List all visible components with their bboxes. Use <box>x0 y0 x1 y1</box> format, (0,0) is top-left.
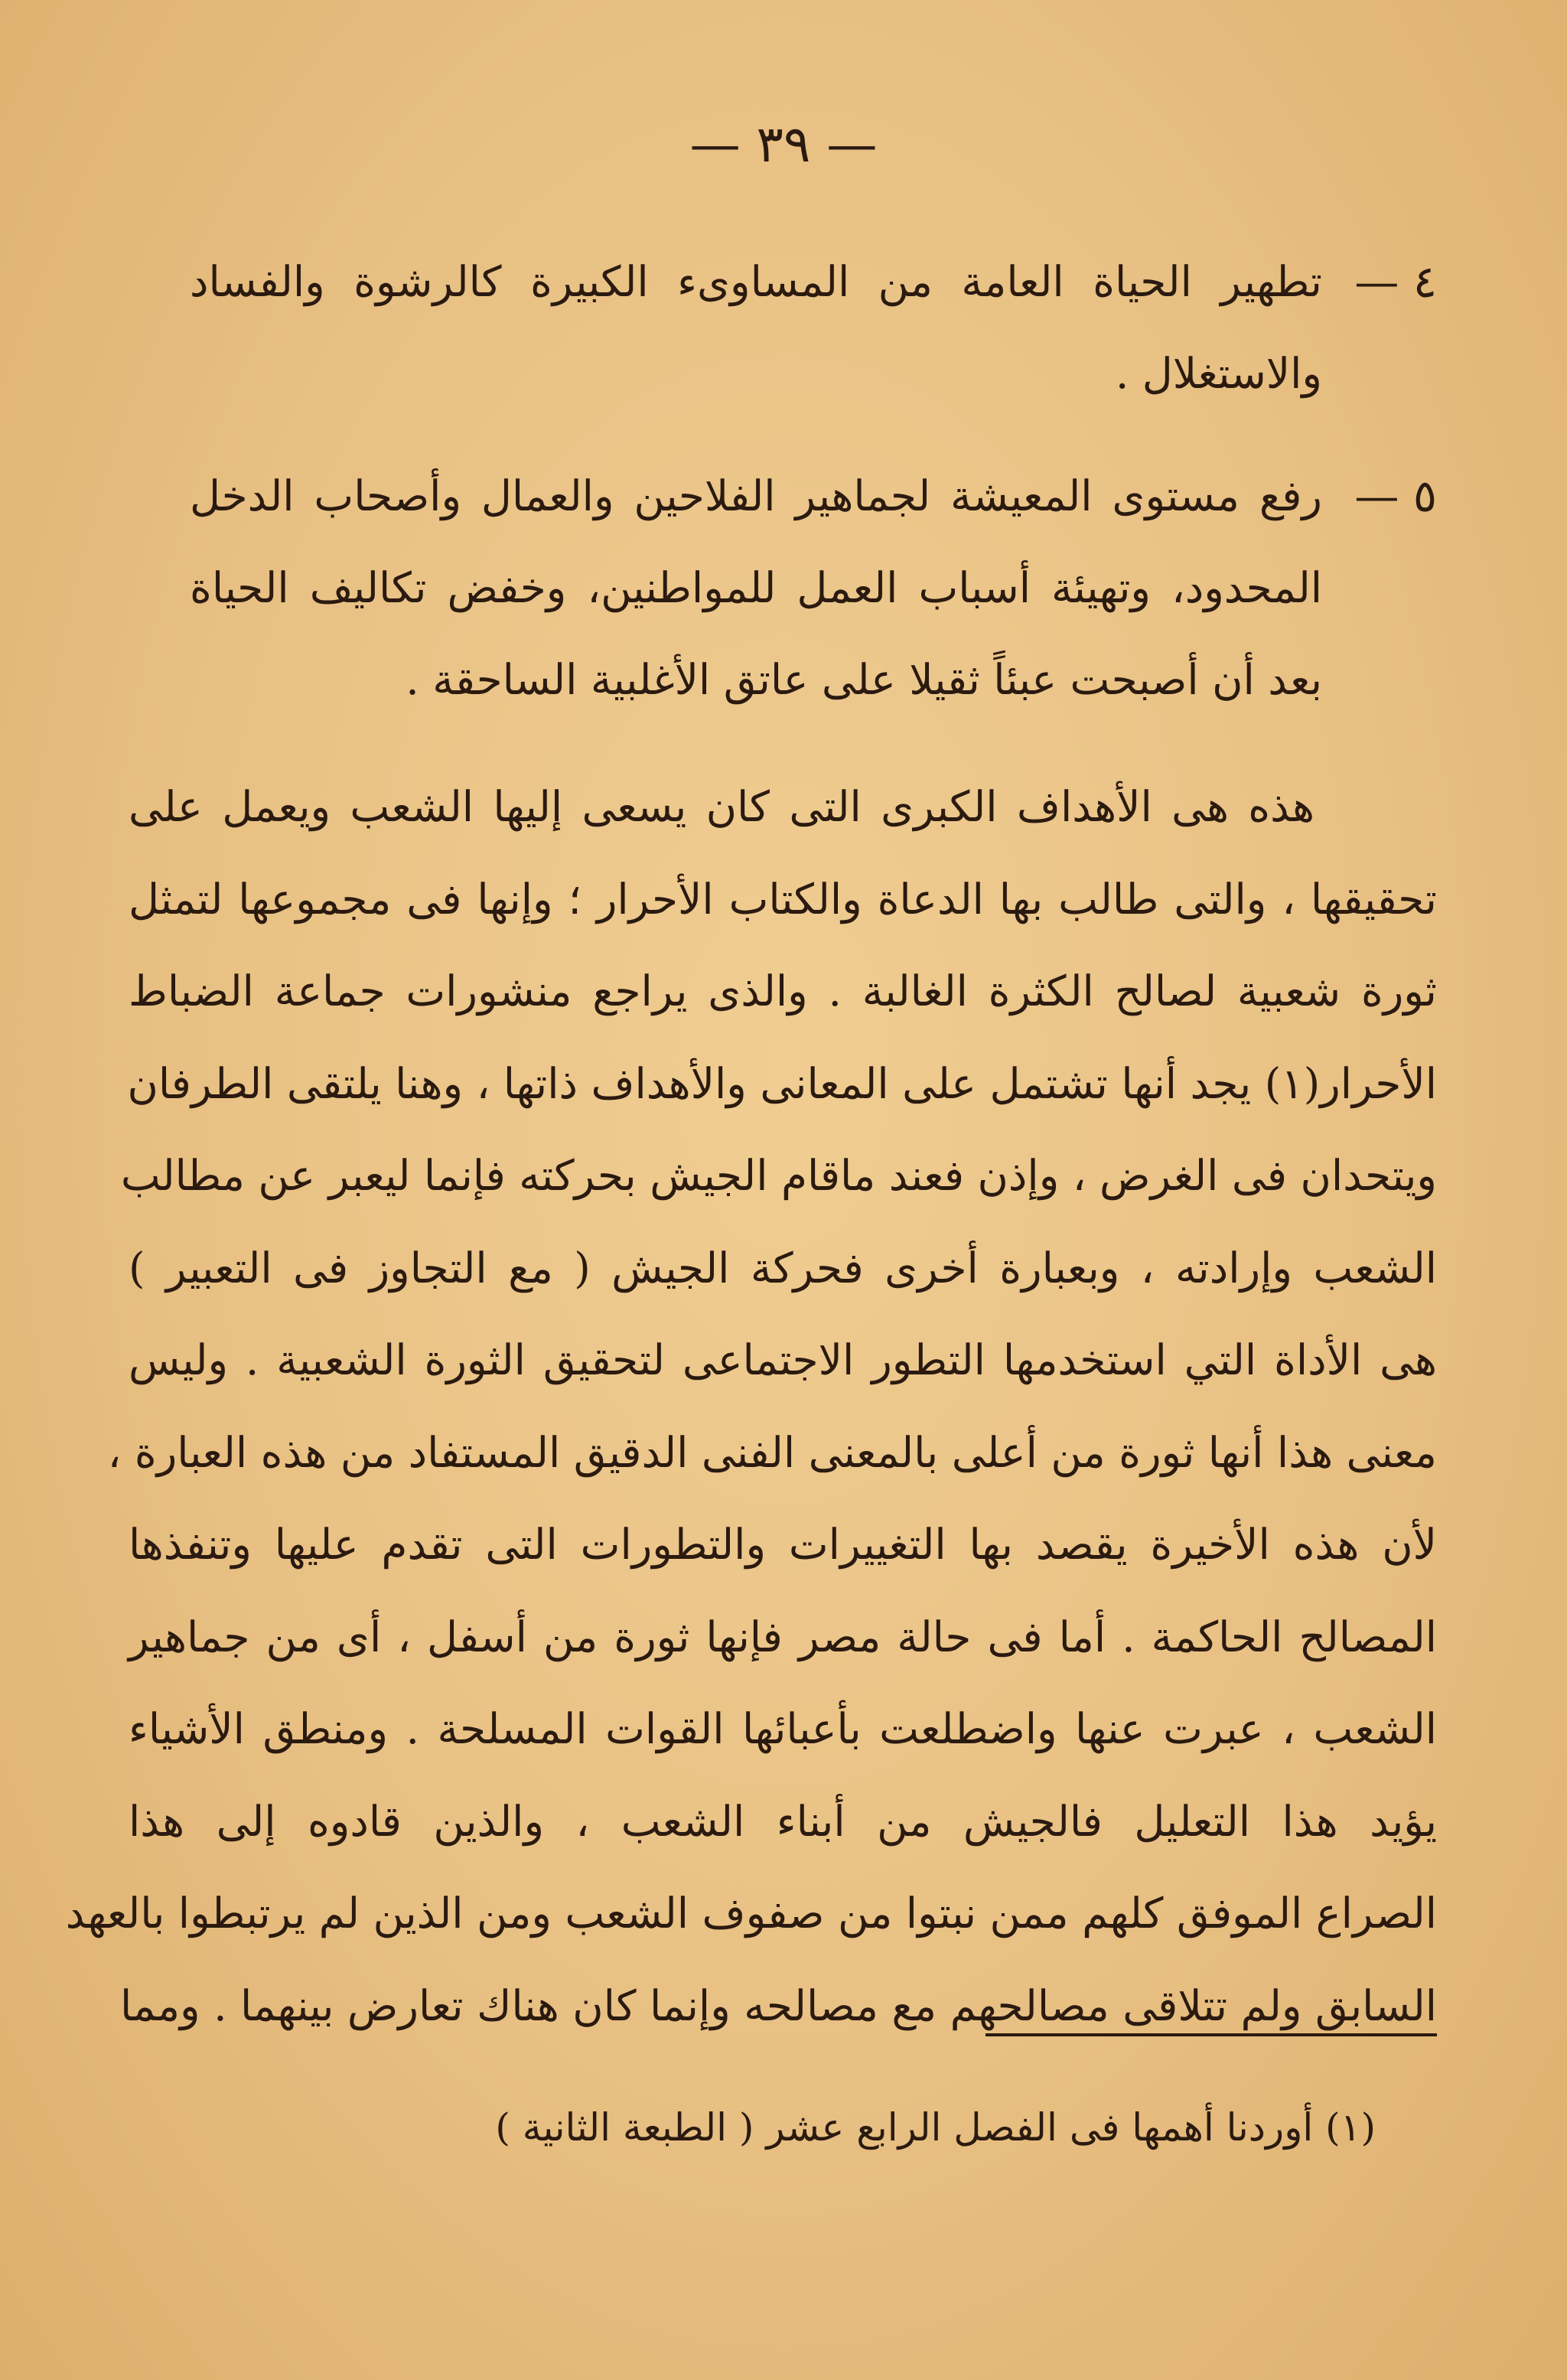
paragraph-line: معنى هذا أنها ثورة من أعلى بالمعنى الفنى الدقيق المستفاد من هذه العبارة ، <box>107 1427 1437 1477</box>
paragraph-line: يؤيد هذا التعليل فالجيش من أبناء الشعب ، والذين قادوه إلى هذا <box>129 1796 1437 1846</box>
text-line: والاستغلال . <box>1115 349 1322 398</box>
text-line: بعد أن أصبحت عبئاً ثقيلا على عاتق الأغلبية الساحقة . <box>406 655 1322 704</box>
list-item-text <box>190 450 1322 725</box>
paragraph-line: لأن هذه الأخيرة يقصد بها التغييرات والتطورات التى تقدم عليها وتنفذها <box>129 1520 1437 1569</box>
text-line: المحدود، وتهيئة أسباب العمل للمواطنين، وخفض تكاليف الحياة <box>190 563 1322 612</box>
paragraph-line: الأحرار(١) يجد أنها تشتمل على المعانى والأهداف ذاتها ، وهنا يلتقى الطرفان <box>127 1058 1437 1108</box>
list-item-text <box>190 236 1322 419</box>
paragraph-line: ثورة شعبية لصالح الكثرة الغالبة . والذى يراجع منشورات جماعة الضباط <box>129 967 1437 1016</box>
list-item-5 <box>190 450 1437 725</box>
paragraph-line: تحقيقها ، والتى طالب بها الدعاة والكتاب الأحرار ؛ وإنها فى مجموعها لتمثل <box>129 874 1437 924</box>
page-number: — ٣٩ — <box>689 115 878 174</box>
paragraph-line: هى الأداة التي استخدمها التطور الاجتماعى لتحقيق الثورة الشعبية . وليس <box>129 1335 1437 1384</box>
footnote: (١) أوردنا أهمها فى الفصل الرابع عشر ( الطبعة الثانية ) <box>495 2105 1376 2150</box>
paragraph-line: المصالح الحاكمة . أما فى حالة مصر فإنها ثورة من أسفل ، أى من جماهير <box>129 1612 1437 1661</box>
list-item-4 <box>190 236 1437 419</box>
paragraph-line: هذه هى الأهداف الكبرى التى كان يسعى إليها الشعب ويعمل على <box>129 782 1315 831</box>
list-item-number: ٥ — <box>1354 470 1437 522</box>
text-line: تطهير الحياة العامة من المساوىء الكبيرة كالرشوة والفساد <box>190 257 1322 306</box>
text-line: رفع مستوى المعيشة لجماهير الفلاحين والعمال وأصحاب الدخل <box>190 471 1322 520</box>
body-paragraph <box>65 761 1437 2052</box>
paragraph-line: السابق ولم تتلاقى مصالحهم مع مصالحه وإنما كان هناك تعارض بينهما . ومما <box>120 1981 1437 2030</box>
footnote-divider <box>985 2033 1437 2036</box>
paragraph-line: الشعب وإرادته ، وبعبارة أخرى فحركة الجيش ( مع التجاوز فى التعبير ) <box>129 1243 1437 1293</box>
paragraph-line: الشعب ، عبرت عنها واضطلعت بأعبائها القوات المسلحة . ومنطق الأشياء <box>129 1704 1437 1753</box>
paragraph-line: ويتحدان فى الغرض ، وإذن فعند ماقام الجيش بحركته فإنما ليعبر عن مطالب <box>120 1151 1437 1200</box>
paragraph-line: الصراع الموفق كلهم ممن نبتوا من صفوف الشعب ومن الذين لم يرتبطوا بالعهد <box>65 1889 1437 1938</box>
list-item-number: ٤ — <box>1354 256 1437 308</box>
